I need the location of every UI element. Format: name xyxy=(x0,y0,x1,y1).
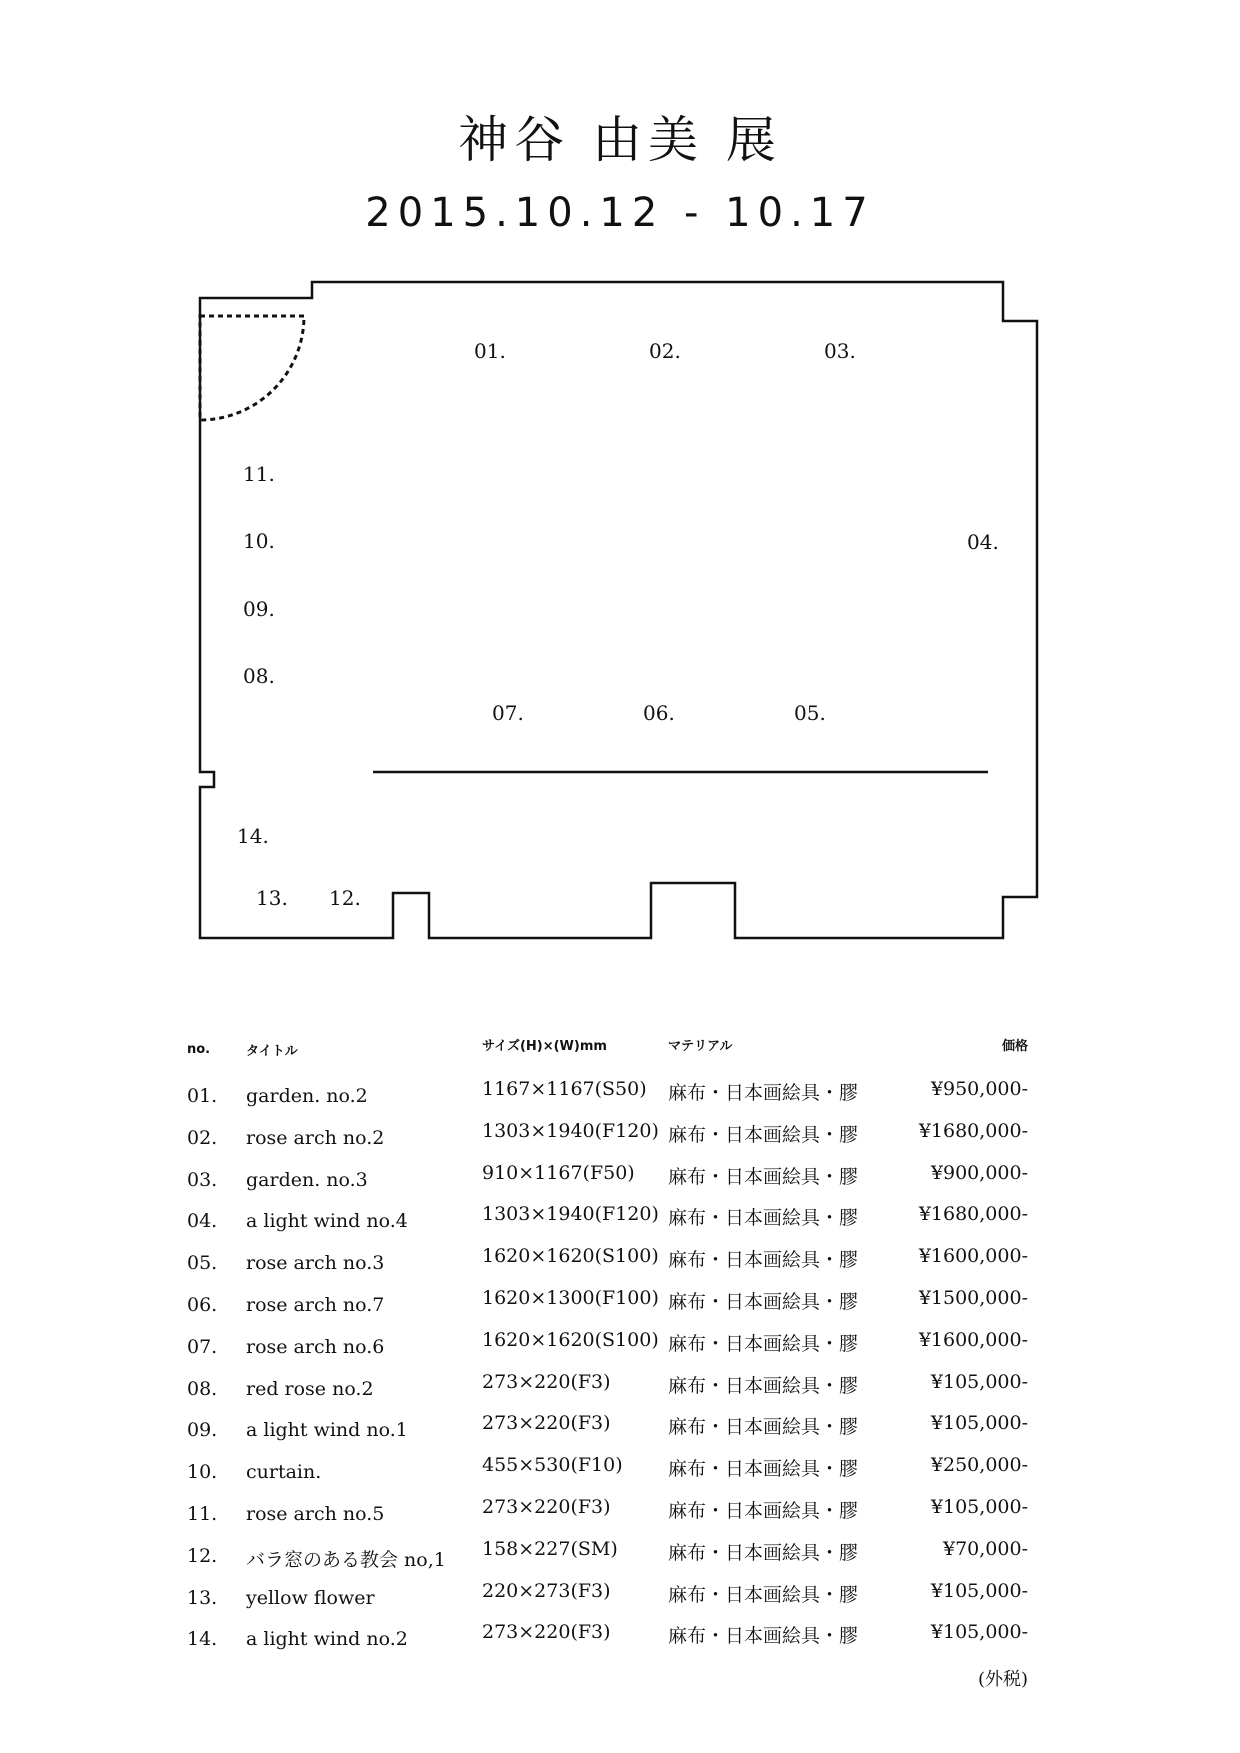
row-size: 910×1167(F50) xyxy=(482,1162,635,1184)
plan-label-06: 06. xyxy=(643,701,675,725)
row-price: ¥105,000- xyxy=(930,1371,1028,1393)
row-size: 1167×1167(S50) xyxy=(482,1078,647,1100)
row-price: ¥105,000- xyxy=(930,1412,1028,1434)
row-material: 麻布・日本画絵具・膠 xyxy=(668,1375,859,1397)
row-title: a light wind no.4 xyxy=(246,1210,408,1232)
row-material: 麻布・日本画絵具・膠 xyxy=(668,1082,859,1104)
header-no: no. xyxy=(187,1042,211,1057)
row-title: rose arch no.3 xyxy=(246,1252,385,1274)
header-price: 価格 xyxy=(1001,1039,1028,1054)
row-material: 麻布・日本画絵具・膠 xyxy=(668,1500,859,1522)
row-no: 13. xyxy=(187,1587,218,1609)
plan-label-08: 08. xyxy=(243,664,275,688)
row-size: 1303×1940(F120) xyxy=(482,1120,659,1142)
row-no: 05. xyxy=(187,1252,218,1274)
row-price: ¥1600,000- xyxy=(918,1329,1028,1351)
row-price: ¥950,000- xyxy=(930,1078,1028,1100)
row-title: yellow flower xyxy=(246,1587,375,1609)
tax-note: (外税) xyxy=(977,1669,1028,1690)
row-price: ¥105,000- xyxy=(930,1496,1028,1518)
row-size: 273×220(F3) xyxy=(482,1412,611,1434)
row-no: 02. xyxy=(187,1127,218,1149)
row-no: 07. xyxy=(187,1336,218,1358)
row-no: 06. xyxy=(187,1294,218,1316)
plan-label-05: 05. xyxy=(794,701,826,725)
row-size: 1303×1940(F120) xyxy=(482,1203,659,1225)
exhibition-title: 神谷 由美 展 xyxy=(458,111,782,169)
plan-label-03: 03. xyxy=(824,339,856,363)
door-swing xyxy=(200,316,304,420)
row-no: 11. xyxy=(187,1503,218,1525)
plan-label-02: 02. xyxy=(649,339,681,363)
row-price: ¥1680,000- xyxy=(918,1203,1028,1225)
row-size: 455×530(F10) xyxy=(482,1454,623,1476)
row-title: rose arch no.7 xyxy=(246,1294,385,1316)
plan-label-04: 04. xyxy=(967,530,999,554)
row-price: ¥105,000- xyxy=(930,1621,1028,1643)
plan-label-12: 12. xyxy=(329,886,361,910)
row-size: 220×273(F3) xyxy=(482,1580,611,1602)
row-price: ¥900,000- xyxy=(930,1162,1028,1184)
row-title: rose arch no.2 xyxy=(246,1127,385,1149)
row-no: 03. xyxy=(187,1169,218,1191)
row-material: 麻布・日本画絵具・膠 xyxy=(668,1458,859,1480)
row-no: 01. xyxy=(187,1085,218,1107)
row-title: a light wind no.1 xyxy=(246,1419,408,1441)
row-size: 273×220(F3) xyxy=(482,1621,611,1643)
row-no: 09. xyxy=(187,1419,218,1441)
row-title: red rose no.2 xyxy=(246,1378,374,1400)
exhibition-dates: 2015.10.12 - 10.17 xyxy=(365,190,875,236)
row-price: ¥1680,000- xyxy=(918,1120,1028,1142)
row-size: 273×220(F3) xyxy=(482,1496,611,1518)
row-price: ¥70,000- xyxy=(943,1538,1028,1560)
row-material: 麻布・日本画絵具・膠 xyxy=(668,1207,859,1229)
row-material: 麻布・日本画絵具・膠 xyxy=(668,1166,859,1188)
row-title: garden. no.2 xyxy=(246,1085,368,1107)
header-size: サイズ(H)×(W)mm xyxy=(482,1039,607,1054)
row-no: 04. xyxy=(187,1210,218,1232)
row-material: 麻布・日本画絵具・膠 xyxy=(668,1124,859,1146)
plan-label-10: 10. xyxy=(243,529,275,553)
row-material: 麻布・日本画絵具・膠 xyxy=(668,1542,859,1564)
row-title: a light wind no.2 xyxy=(246,1628,408,1650)
row-size: 273×220(F3) xyxy=(482,1371,611,1393)
plan-label-14: 14. xyxy=(237,824,269,848)
row-material: 麻布・日本画絵具・膠 xyxy=(668,1333,859,1355)
row-no: 12. xyxy=(187,1545,218,1567)
row-no: 08. xyxy=(187,1378,218,1400)
row-no: 10. xyxy=(187,1461,218,1483)
plan-label-01: 01. xyxy=(474,339,506,363)
row-price: ¥1600,000- xyxy=(918,1245,1028,1267)
header-material: マテリアル xyxy=(668,1039,733,1054)
row-price: ¥105,000- xyxy=(930,1580,1028,1602)
row-material: 麻布・日本画絵具・膠 xyxy=(668,1584,859,1606)
row-title: curtain. xyxy=(246,1461,322,1483)
row-title: rose arch no.5 xyxy=(246,1503,385,1525)
row-price: ¥250,000- xyxy=(930,1454,1028,1476)
floor-plan-walls xyxy=(200,282,1037,938)
plan-label-11: 11. xyxy=(243,462,275,486)
row-size: 1620×1300(F100) xyxy=(482,1287,659,1309)
row-material: 麻布・日本画絵具・膠 xyxy=(668,1249,859,1271)
header-title: タイトル xyxy=(246,1044,298,1059)
row-size: 158×227(SM) xyxy=(482,1538,618,1560)
row-size: 1620×1620(S100) xyxy=(482,1245,659,1267)
row-price: ¥1500,000- xyxy=(918,1287,1028,1309)
row-title: garden. no.3 xyxy=(246,1169,368,1191)
row-material: 麻布・日本画絵具・膠 xyxy=(668,1291,859,1313)
row-no: 14. xyxy=(187,1628,218,1650)
row-title: rose arch no.6 xyxy=(246,1336,385,1358)
row-material: 麻布・日本画絵具・膠 xyxy=(668,1625,859,1647)
row-title: バラ窓のある教会 no,1 xyxy=(246,1549,446,1571)
plan-label-09: 09. xyxy=(243,597,275,621)
row-material: 麻布・日本画絵具・膠 xyxy=(668,1416,859,1438)
row-size: 1620×1620(S100) xyxy=(482,1329,659,1351)
plan-label-13: 13. xyxy=(256,886,288,910)
plan-label-07: 07. xyxy=(492,701,524,725)
